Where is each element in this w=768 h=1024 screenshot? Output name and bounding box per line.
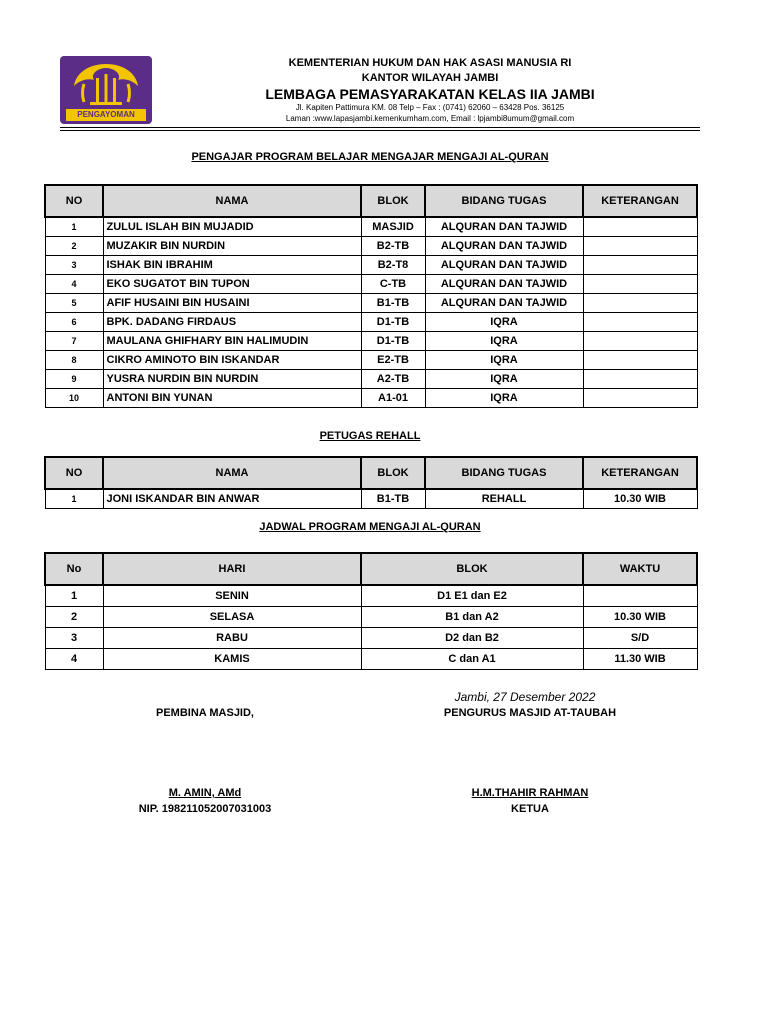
remarks-cell	[583, 275, 697, 294]
remarks-cell	[583, 313, 697, 332]
name-cell: CIKRO AMINOTO BIN ISKANDAR	[103, 351, 361, 370]
row-number: 1	[45, 585, 103, 607]
logo-label: PENGAYOMAN	[66, 109, 146, 121]
column-header: HARI	[103, 553, 361, 585]
name-cell: MAULANA GHIFHARY BIN HALIMUDIN	[103, 332, 361, 351]
remarks-cell	[583, 370, 697, 389]
day-cell: SELASA	[103, 607, 361, 628]
letterhead-rule-2	[60, 130, 700, 131]
duty-cell: IQRA	[425, 313, 583, 332]
schedule-title: JADWAL PROGRAM MENGAJI AL-QURAN	[259, 521, 481, 533]
remarks-cell: 10.30 WIB	[583, 489, 697, 509]
row-number: 3	[45, 256, 103, 275]
column-header: NO	[45, 185, 103, 217]
block-cell: MASJID	[361, 217, 425, 237]
left-signer-nip: NIP. 198211052007031003	[138, 803, 272, 815]
column-header: NAMA	[103, 185, 361, 217]
name-cell: YUSRA NURDIN BIN NURDIN	[103, 370, 361, 389]
left-signer-role: PEMBINA MASJID,	[156, 707, 254, 719]
name-cell: EKO SUGATOT BIN TUPON	[103, 275, 361, 294]
block-cell: B1-TB	[361, 489, 425, 509]
table-header-row	[45, 553, 697, 585]
day-cell: RABU	[103, 628, 361, 649]
name-cell: JONI ISKANDAR BIN ANWAR	[103, 489, 361, 509]
column-header: NAMA	[103, 457, 361, 489]
right-signer-title: KETUA	[511, 803, 549, 815]
column-header: BLOK	[361, 185, 425, 217]
regional-office: KANTOR WILAYAH JAMBI	[361, 72, 499, 84]
row-number: 6	[45, 313, 103, 332]
remarks-cell	[583, 294, 697, 313]
table-row	[45, 256, 697, 275]
name-cell: MUZAKIR BIN NURDIN	[103, 237, 361, 256]
duty-cell: IQRA	[425, 351, 583, 370]
column-header: BIDANG TUGAS	[425, 185, 583, 217]
block-cell: C-TB	[361, 275, 425, 294]
duty-cell: REHALL	[425, 489, 583, 509]
name-cell: ZULUL ISLAH BIN MUJADID	[103, 217, 361, 237]
block-cell: D2 dan B2	[361, 628, 583, 649]
time-cell: 11.30 WIB	[583, 649, 697, 670]
block-cell: B1 dan A2	[361, 607, 583, 628]
column-header: KETERANGAN	[583, 457, 697, 489]
rehall-title: PETUGAS REHALL	[319, 430, 421, 442]
block-cell: D1 E1 dan E2	[361, 585, 583, 607]
remarks-cell	[583, 237, 697, 256]
table-header-row	[45, 185, 697, 217]
duty-cell: IQRA	[425, 332, 583, 351]
row-number: 9	[45, 370, 103, 389]
name-cell: ISHAK BIN IBRAHIM	[103, 256, 361, 275]
schedule-table	[44, 552, 698, 670]
time-cell: S/D	[583, 628, 697, 649]
duty-cell: ALQURAN DAN TAJWID	[425, 217, 583, 237]
block-cell: B1-TB	[361, 294, 425, 313]
row-number: 8	[45, 351, 103, 370]
table-row	[45, 628, 697, 649]
teachers-table	[44, 184, 698, 408]
day-cell: KAMIS	[103, 649, 361, 670]
day-cell: SENIN	[103, 585, 361, 607]
row-number: 2	[45, 607, 103, 628]
signing-date: Jambi, 27 Desember 2022	[454, 690, 596, 704]
contact-line: Laman :www.lapasjambi.kemenkumham.com, Email : lpjambi8umum@gmail.com	[285, 114, 575, 123]
table-row	[45, 351, 697, 370]
row-number: 10	[45, 389, 103, 408]
banyan-tree-icon	[60, 56, 152, 110]
name-cell: BPK. DADANG FIRDAUS	[103, 313, 361, 332]
remarks-cell	[583, 332, 697, 351]
duty-cell: ALQURAN DAN TAJWID	[425, 294, 583, 313]
duty-cell: ALQURAN DAN TAJWID	[425, 237, 583, 256]
table-row	[45, 649, 697, 670]
duty-cell: IQRA	[425, 389, 583, 408]
block-cell: D1-TB	[361, 332, 425, 351]
left-signer-name: M. AMIN, AMd	[168, 787, 242, 799]
row-number: 4	[45, 649, 103, 670]
letterhead-rule	[60, 127, 700, 128]
rehall-table	[44, 456, 698, 509]
block-cell: A1-01	[361, 389, 425, 408]
column-header: WAKTU	[583, 553, 697, 585]
right-signer-name: H.M.THAHIR RAHMAN	[471, 787, 589, 799]
table-row	[45, 275, 697, 294]
address-line: Jl. Kapiten Pattimura KM. 08 Telp – Fax : (0741) 62060 – 63428 Pos. 36125	[295, 103, 565, 112]
table-row	[45, 489, 697, 509]
row-number: 7	[45, 332, 103, 351]
table-row	[45, 294, 697, 313]
block-cell: A2-TB	[361, 370, 425, 389]
teachers-title: PENGAJAR PROGRAM BELAJAR MENGAJAR MENGAJI AL-QURAN	[191, 151, 549, 163]
block-cell: C dan A1	[361, 649, 583, 670]
table-row	[45, 332, 697, 351]
duty-cell: IQRA	[425, 370, 583, 389]
table-row	[45, 585, 697, 607]
time-cell	[583, 585, 697, 607]
time-cell: 10.30 WIB	[583, 607, 697, 628]
ministry-name: KEMENTERIAN HUKUM DAN HAK ASASI MANUSIA RI	[288, 57, 572, 69]
name-cell: ANTONI BIN YUNAN	[103, 389, 361, 408]
remarks-cell	[583, 217, 697, 237]
table-row	[45, 217, 697, 237]
column-header: No	[45, 553, 103, 585]
table-row	[45, 237, 697, 256]
row-number: 1	[45, 217, 103, 237]
remarks-cell	[583, 256, 697, 275]
right-signer-role: PENGURUS MASJID AT-TAUBAH	[443, 707, 617, 719]
row-number: 5	[45, 294, 103, 313]
row-number: 1	[45, 489, 103, 509]
column-header: BIDANG TUGAS	[425, 457, 583, 489]
remarks-cell	[583, 389, 697, 408]
column-header: NO	[45, 457, 103, 489]
row-number: 4	[45, 275, 103, 294]
table-row	[45, 313, 697, 332]
duty-cell: ALQURAN DAN TAJWID	[425, 256, 583, 275]
table-header-row	[45, 457, 697, 489]
table-row	[45, 370, 697, 389]
block-cell: B2-TB	[361, 237, 425, 256]
pengayoman-logo	[60, 56, 152, 124]
duty-cell: ALQURAN DAN TAJWID	[425, 275, 583, 294]
column-header: BLOK	[361, 553, 583, 585]
name-cell: AFIF HUSAINI BIN HUSAINI	[103, 294, 361, 313]
institution-name: LEMBAGA PEMASYARAKATAN KELAS IIA JAMBI	[265, 86, 595, 102]
remarks-cell	[583, 351, 697, 370]
table-row	[45, 389, 697, 408]
row-number: 2	[45, 237, 103, 256]
column-header: BLOK	[361, 457, 425, 489]
column-header: KETERANGAN	[583, 185, 697, 217]
row-number: 3	[45, 628, 103, 649]
block-cell: B2-T8	[361, 256, 425, 275]
table-row	[45, 607, 697, 628]
block-cell: D1-TB	[361, 313, 425, 332]
block-cell: E2-TB	[361, 351, 425, 370]
